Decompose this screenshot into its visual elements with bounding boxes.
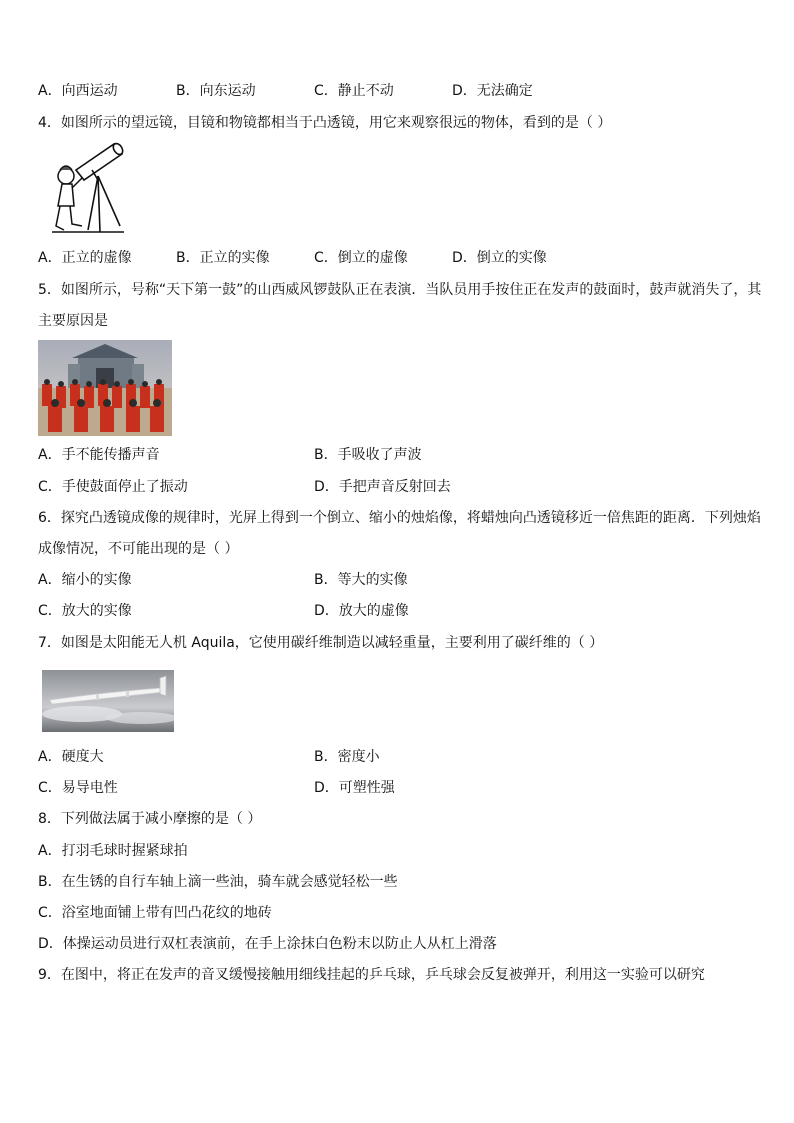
- q8-option-b: B．在生锈的自行车轴上滴一些油，骑车就会感觉轻松一些: [38, 874, 398, 890]
- q5-option-d: D．手把声音反射回去: [314, 479, 451, 495]
- q8-stem: 8．下列做法属于减小摩擦的是（ ）: [38, 811, 262, 827]
- q7-stem: 7．如图是太阳能无人机 Aquila，它使用碳纤维制造以减轻重量，主要利用了碳纤维的（ ）: [38, 635, 604, 651]
- q8-option-c: C．浴室地面铺上带有凹凸花纹的地砖: [38, 905, 272, 921]
- drum-troupe-photo: [38, 340, 172, 436]
- q8-option-a: A．打羽毛球时握紧球拍: [38, 843, 188, 859]
- q5-option-b: B．手吸收了声波: [314, 447, 422, 463]
- q7-option-b: B．密度小: [314, 749, 380, 765]
- q4-option-d: D．倒立的实像: [452, 250, 547, 266]
- q4-option-b: B．正立的实像: [176, 250, 270, 266]
- q8-option-d: D．体操运动员进行双杠表演前，在手上涂抹白色粉末以防止人从杠上滑落: [38, 936, 497, 952]
- solar-drone-photo: [42, 670, 174, 732]
- q7-option-d: D．可塑性强: [314, 780, 395, 796]
- q3-option-b: B．向东运动: [176, 83, 256, 99]
- q9-stem: 9．在图中，将正在发声的音叉缓慢接触用细线挂起的乒乓球，乒乓球会反复被弹开，利用这一实验可以研究: [38, 967, 705, 983]
- q3-option-a: A．向西运动: [38, 83, 118, 99]
- q6-option-b: B．等大的实像: [314, 572, 408, 588]
- q4-option-c: C．倒立的虚像: [314, 250, 408, 266]
- q6-option-c: C．放大的实像: [38, 603, 132, 619]
- telescope-figure: [48, 140, 128, 236]
- q6-option-d: D．放大的虚像: [314, 603, 409, 619]
- q4-stem: 4．如图所示的望远镜，目镜和物镜都相当于凸透镜，用它来观察很远的物体，看到的是（ ）: [38, 115, 612, 131]
- q3-option-d: D．无法确定: [452, 83, 533, 99]
- q6-stem-line1: 6．探究凸透镜成像的规律时，光屏上得到一个倒立、缩小的烛焰像，将蜡烛向凸透镜移近一倍焦距的距离．下列烛焰: [38, 510, 761, 526]
- q5-option-a: A．手不能传播声音: [38, 447, 160, 463]
- q4-option-a: A．正立的虚像: [38, 250, 132, 266]
- q5-option-c: C．手使鼓面停止了振动: [38, 479, 188, 495]
- q6-option-a: A．缩小的实像: [38, 572, 132, 588]
- q7-option-a: A．硬度大: [38, 749, 104, 765]
- q3-option-c: C．静止不动: [314, 83, 394, 99]
- q5-stem-line1: 5．如图所示，号称“天下第一鼓”的山西威风锣鼓队正在表演．当队员用手按住正在发声的鼓面时，鼓声就消失了，其: [38, 282, 762, 298]
- q6-stem-line2: 成像情况，不可能出现的是（ ）: [38, 541, 239, 557]
- q7-option-c: C．易导电性: [38, 780, 118, 796]
- q5-stem-line2: 主要原因是: [38, 313, 108, 329]
